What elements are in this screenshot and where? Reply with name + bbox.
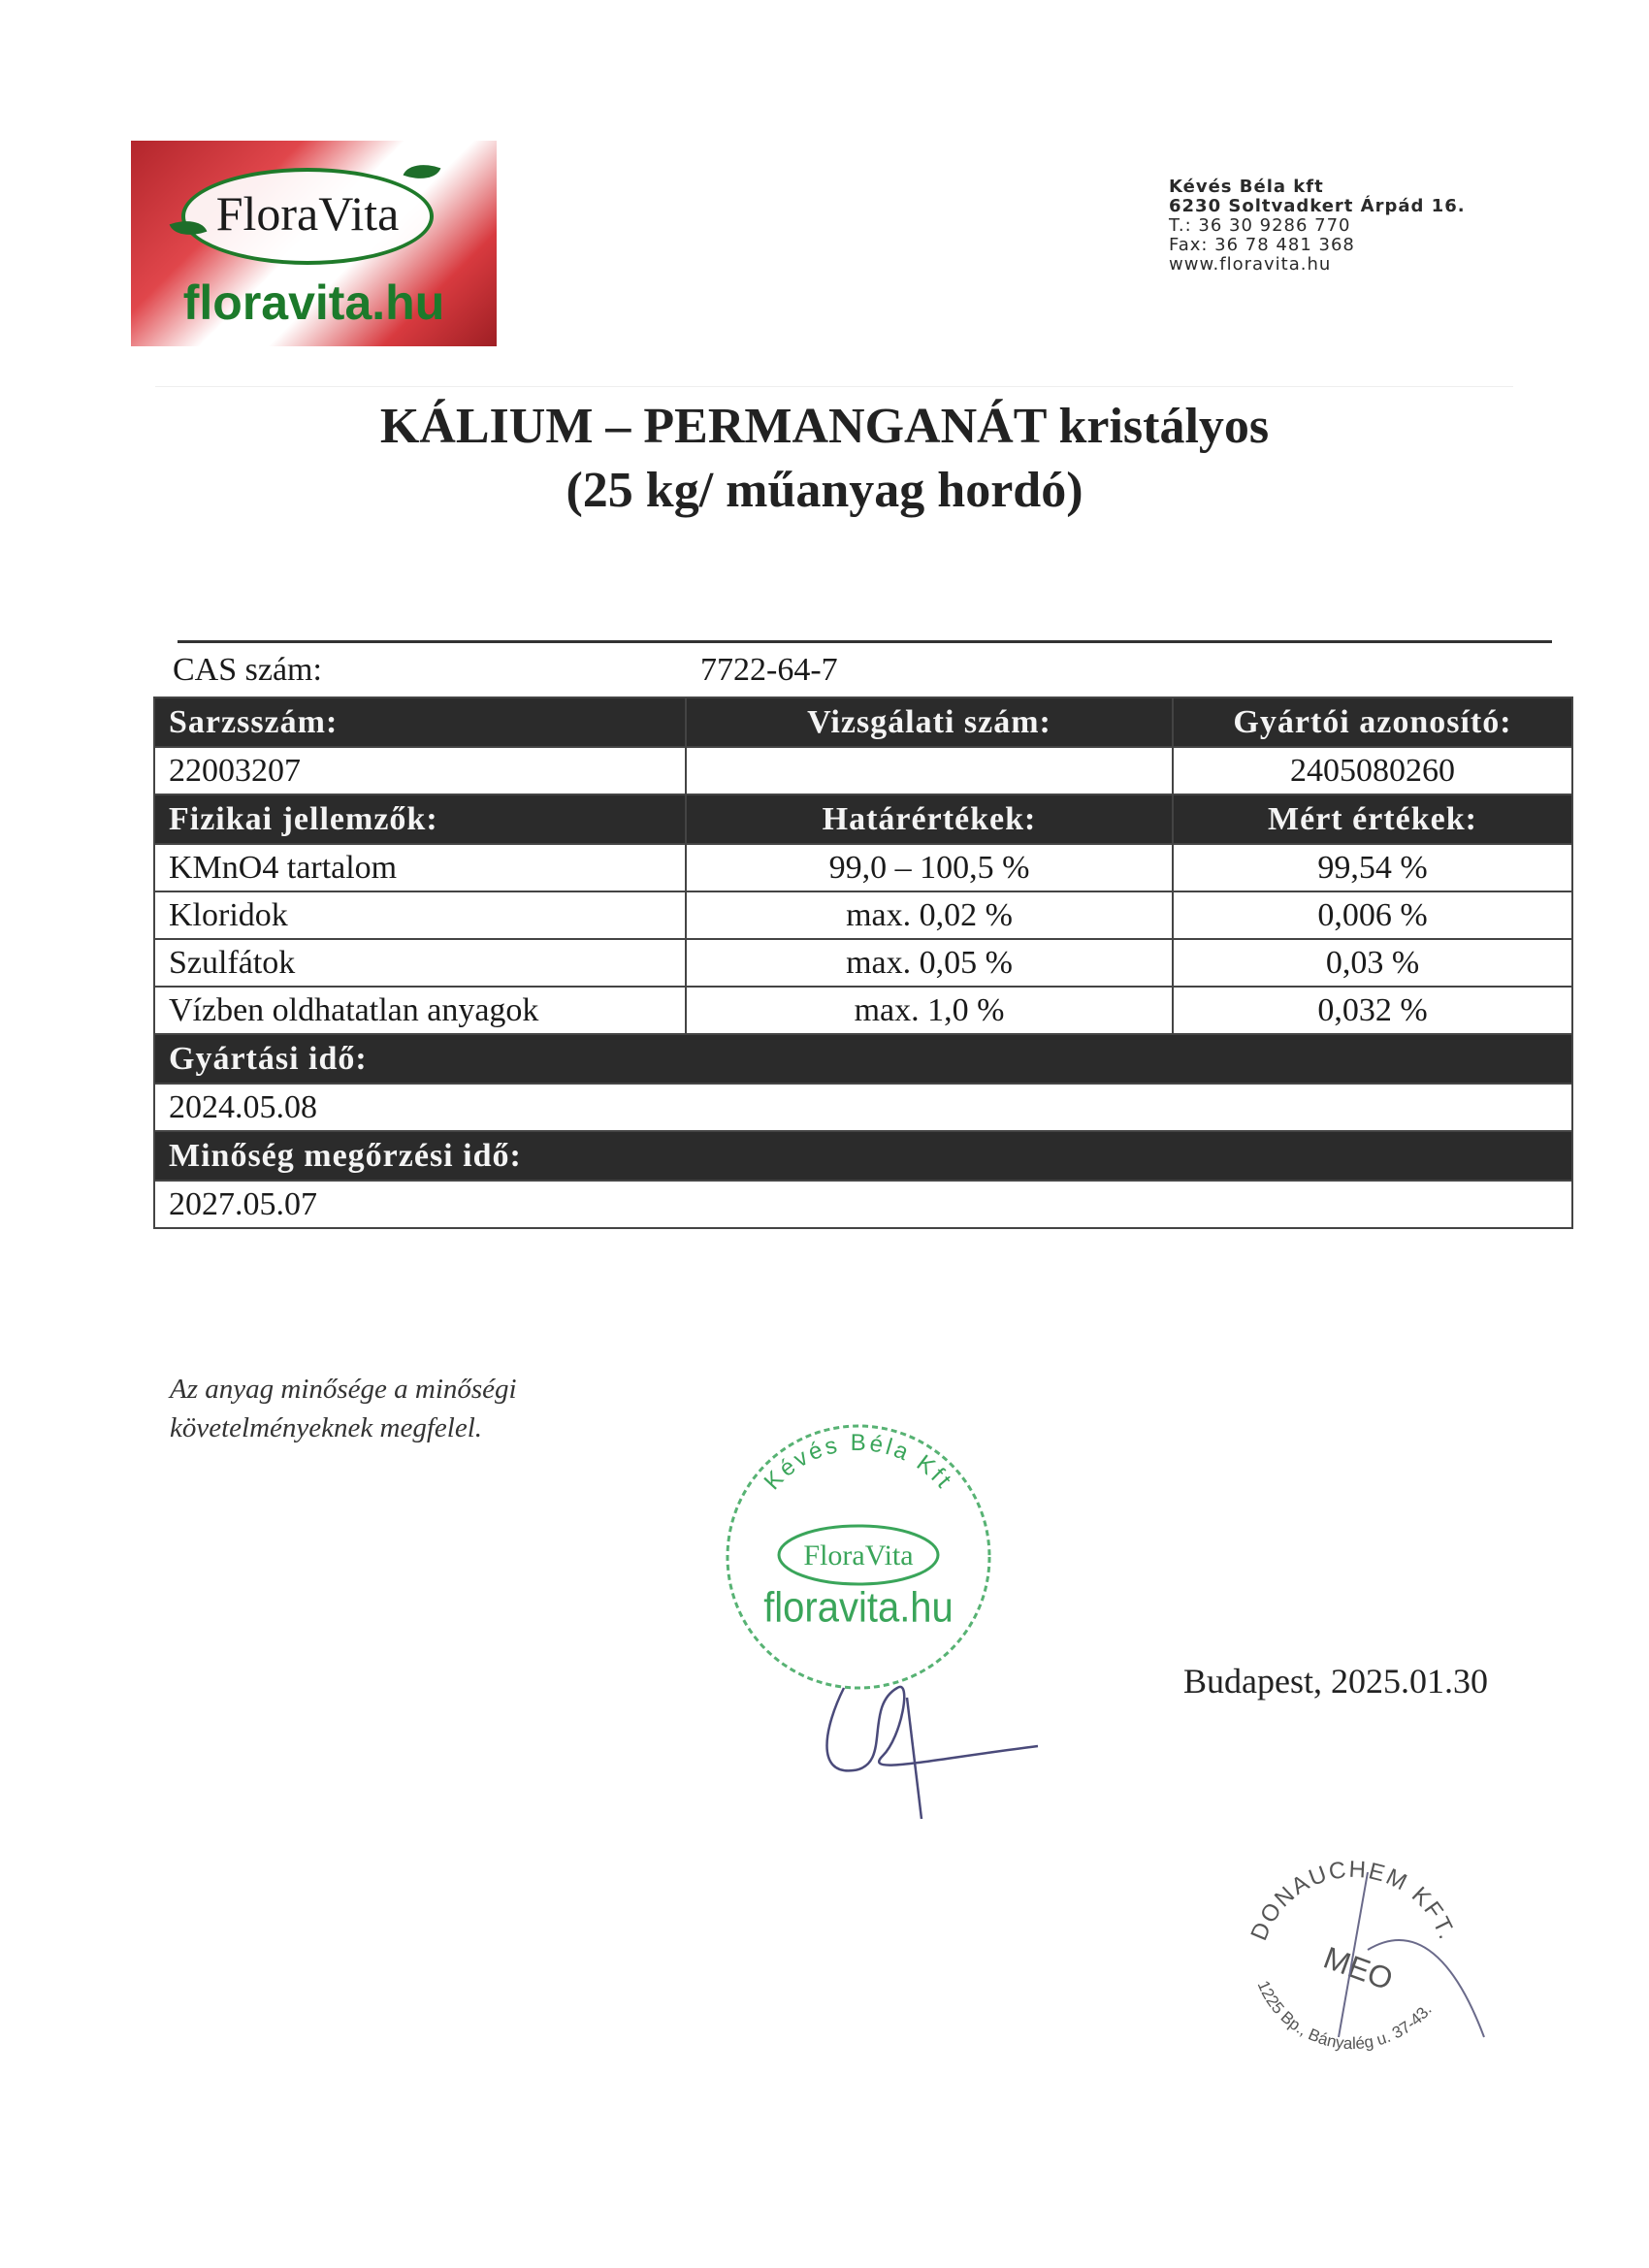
stamp-ring-text: Kévés Béla Kft: [759, 1429, 958, 1496]
conformity-note: [170, 1370, 517, 1447]
property-name: KMnO4 tartalom: [154, 844, 686, 891]
conformity-note-line: követelményeknek megfelel.: [170, 1412, 483, 1443]
measured-header-cell: Mért értékek:: [1173, 794, 1572, 844]
company-fax: Fax: 36 78 481 368: [1169, 235, 1355, 255]
table-row: [154, 939, 1572, 987]
stamp2-mark: MEO: [1318, 1939, 1398, 1997]
cas-label: CAS szám:: [173, 652, 322, 688]
test-number: [686, 747, 1173, 794]
test-number-header-cell: Vizsgálati szám:: [686, 697, 1173, 747]
table-top-rule: [178, 640, 1552, 643]
batch-header-cell: Sarzsszám:: [154, 697, 686, 747]
leaf-icon: [404, 157, 441, 186]
table-row: [154, 987, 1572, 1034]
stamp-brand: FloraVita: [803, 1539, 914, 1571]
expiry-date: 2027.05.07: [154, 1181, 1572, 1228]
table-row: [154, 844, 1572, 891]
conformity-note-line: Az anyag minősége a minőségi: [170, 1374, 517, 1405]
properties-header-row: [154, 794, 1572, 844]
header-divider: [155, 386, 1513, 387]
svg-text:Kévés Béla Kft: [760, 1430, 958, 1495]
production-value-row: [154, 1084, 1572, 1131]
stamp-url: floravita.hu: [763, 1582, 954, 1632]
cas-value: 7722-64-7: [700, 652, 838, 688]
properties-header-cell: Fizikai jellemzők:: [154, 794, 686, 844]
property-limit: max. 0,05 %: [686, 939, 1173, 987]
company-address: 6230 Soltvadkert Árpád 16.: [1169, 196, 1466, 216]
production-date-label: Gyártási idő:: [154, 1034, 1572, 1084]
property-measured: 0,03 %: [1173, 939, 1572, 987]
manufacturer-id-header-cell: Gyártói azonosító:: [1173, 697, 1572, 747]
property-name: Kloridok: [154, 891, 686, 939]
expiry-header-row: [154, 1131, 1572, 1181]
company-phone: T.: 36 30 9286 770: [1169, 215, 1351, 236]
floravita-logo: [131, 141, 497, 346]
property-limit: 99,0 – 100,5 %: [686, 844, 1173, 891]
limits-header-cell: Határértékek:: [686, 794, 1173, 844]
property-name: Szulfátok: [154, 939, 686, 987]
donauchem-stamp: [1222, 1843, 1504, 2076]
company-info: [1169, 178, 1466, 275]
expiry-date-label: Minőség megőrzési idő:: [154, 1131, 1572, 1181]
property-limit: max. 0,02 %: [686, 891, 1173, 939]
property-name: Vízben oldhatatlan anyagok: [154, 987, 686, 1034]
property-measured: 0,032 %: [1173, 987, 1572, 1034]
batch-header-row: [154, 697, 1572, 747]
property-measured: 0,006 %: [1173, 891, 1572, 939]
production-date: 2024.05.08: [154, 1084, 1572, 1131]
batch-value-row: [154, 747, 1572, 794]
logo-brand-text: FloraVita: [215, 186, 400, 241]
company-name: Kévés Béla kft: [1169, 177, 1324, 197]
batch-number: 22003207: [154, 747, 686, 794]
svg-text:DONAUCHEM KFT.: [1245, 1857, 1460, 1945]
stamp2-company: DONAUCHEM KFT.: [1245, 1856, 1461, 1945]
production-header-row: [154, 1034, 1572, 1084]
manufacturer-id: 2405080260: [1173, 747, 1572, 794]
svg-text:1225 Bp., Bányalég u. 37-43.: [1254, 1978, 1436, 2053]
stamp2-address: 1225 Bp., Bányalég u. 37-43.: [1253, 1978, 1436, 2054]
document-subtitle: (25 kg/ műanyag hordó): [566, 463, 1083, 518]
expiry-value-row: [154, 1181, 1572, 1228]
property-limit: max. 1,0 %: [686, 987, 1173, 1034]
logo-url-text: floravita.hu: [182, 275, 445, 330]
table-row: [154, 891, 1572, 939]
specification-table: [153, 697, 1573, 1229]
company-web: www.floravita.hu: [1169, 254, 1332, 275]
property-measured: 99,54 %: [1173, 844, 1572, 891]
document-title: KÁLIUM – PERMANGANÁT kristályos: [379, 399, 1270, 454]
signature: [805, 1649, 1057, 1833]
logo-oval: [181, 168, 434, 265]
place-date: Budapest, 2025.01.30: [1183, 1662, 1488, 1701]
